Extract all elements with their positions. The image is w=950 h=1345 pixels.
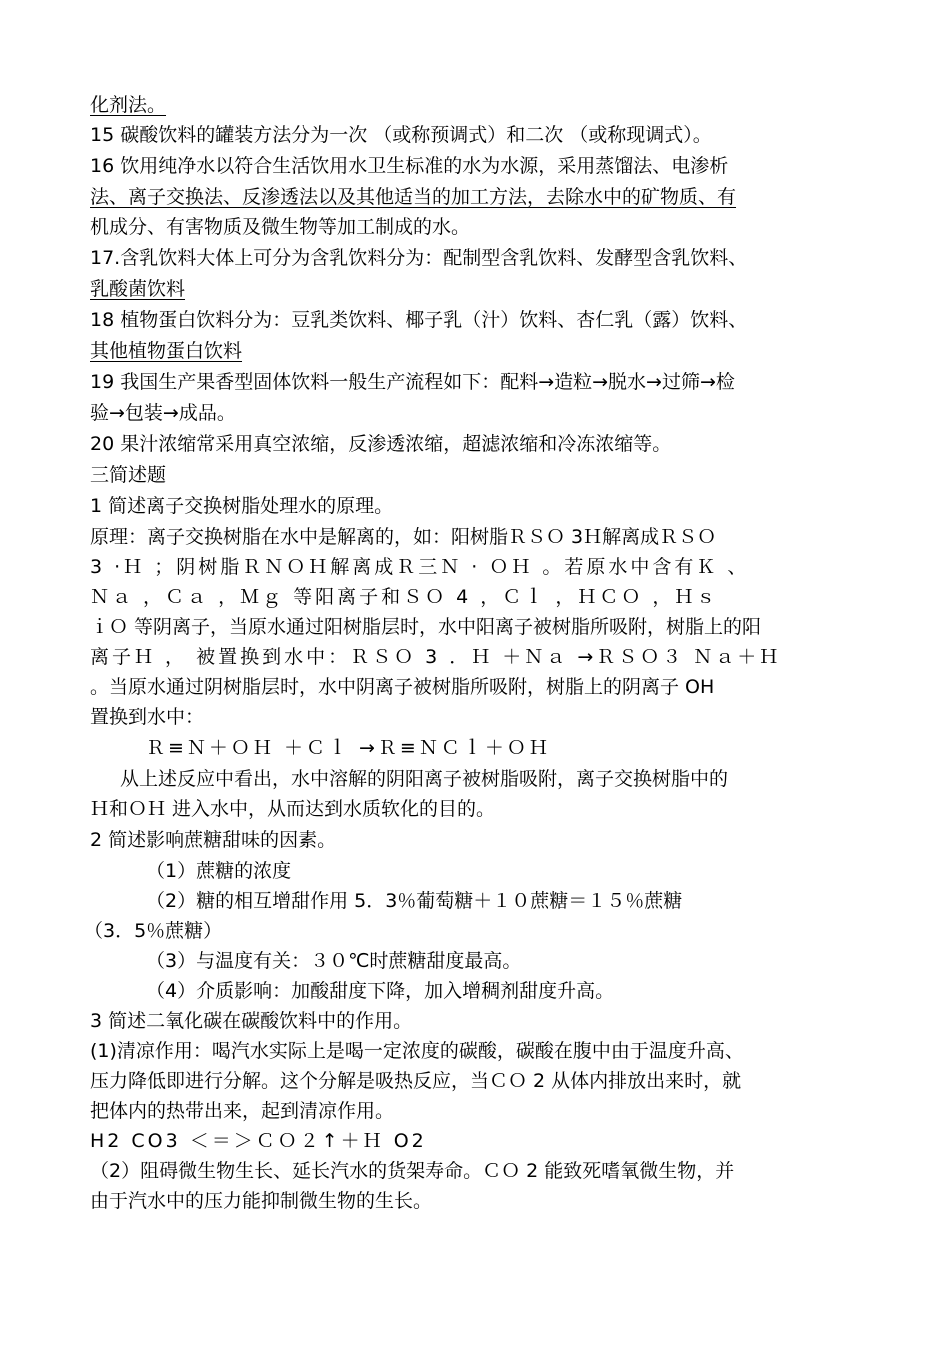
text-line: 压力降低即进行分解。这个分解是吸热反应，当ＣＯ 2 从体内排放出来时，就 xyxy=(90,1070,742,1092)
text-line: 由于汽水中的压力能抑制微生物的生长。 xyxy=(90,1190,433,1212)
formula-line: H2 CO3 ＜＝＞ＣＯ２↑＋Ｈ O2 xyxy=(90,1130,427,1152)
formula-line: Ｒ≡Ｎ＋ＯＨ ＋Ｃｌ →Ｒ≡ＮＣｌ＋ＯＨ xyxy=(146,737,551,759)
text-line: 19 我国生产果香型固体饮料一般生产流程如下：配料→造粒→脱水→过筛→检 xyxy=(90,371,735,393)
text-line: 机成分、有害物质及微生物等加工制成的水。 xyxy=(90,216,471,238)
text-line: 其他植物蛋白饮料 xyxy=(90,340,243,362)
list-item: （3）与温度有关：３０℃时蔗糖甜度最高。 xyxy=(146,950,522,972)
section-heading: 三简述题 xyxy=(90,464,167,486)
text-line: （3．5％蔗糖） xyxy=(84,920,223,942)
list-item: （1）蔗糖的浓度 xyxy=(146,860,292,882)
text-line: 18 植物蛋白饮料分为：豆乳类饮料、椰子乳（汁）饮料、杏仁乳（露）饮料、 xyxy=(90,309,748,331)
text-line: ｉＯ 等阴离子，当原水通过阳树脂层时，水中阳离子被树脂所吸附，树脂上的阳 xyxy=(90,616,762,638)
text-line: 离子Ｈ ， 被置换到水中：ＲＳＯ 3 ．Ｈ ＋Ｎａ →ＲＳＯ３ Ｎａ＋Ｈ xyxy=(90,646,782,668)
list-item: （2）糖的相互增甜作用 5．3％葡萄糖＋１０蔗糖＝１５％蔗糖 xyxy=(146,890,683,912)
text-line: （2）阻碍微生物生长、延长汽水的货架寿命。ＣＯ 2 能致死嗜氧微生物，并 xyxy=(90,1160,735,1182)
text-line: 从上述反应中看出，水中溶解的阴阳离子被树脂吸附，离子交换树脂中的 xyxy=(120,768,729,790)
text-line: 法、离子交换法、反渗透法以及其他适当的加工方法，去除水中的矿物质、有 xyxy=(90,186,737,208)
text-line: 原理：离子交换树脂在水中是解离的，如：阳树脂ＲＳＯ 3Ｈ解离成ＲＳＯ xyxy=(90,526,717,548)
text-line: 20 果汁浓缩常采用真空浓缩，反渗透浓缩，超滤浓缩和冷冻浓缩等。 xyxy=(90,433,672,455)
text-line: 化剂法。 xyxy=(90,94,167,116)
list-item: （4）介质影响：加酸甜度下降，加入增稠剂甜度升高。 xyxy=(146,980,615,1002)
question-title: 3 简述二氧化碳在碳酸饮料中的作用。 xyxy=(90,1010,413,1032)
text-line: Ｎａ ，Ｃａ ，Ｍｇ 等阳离子和ＳＯ 4 ，Ｃｌ ，ＨＣＯ ，Ｈｓ xyxy=(90,586,719,608)
text-line: 17.含乳饮料大体上可分为含乳饮料分为：配制型含乳饮料、发酵型含乳饮料、 xyxy=(90,247,748,269)
text-line: 16 饮用纯净水以符合生活饮用水卫生标准的水为水源，采用蒸馏法、电渗析 xyxy=(90,155,729,177)
text-line: 置换到水中： xyxy=(90,706,205,728)
text-line: 3 ·Ｈ ；阴树脂ＲＮＯＨ解离成Ｒ三Ｎ · ＯＨ 。若原水中含有Ｋ 、 xyxy=(90,556,750,578)
text-line: 15 碳酸饮料的罐装方法分为一次 （或称预调式）和二次 （或称现调式）。 xyxy=(90,124,712,146)
document-page xyxy=(84,90,870,1216)
question-title: 1 简述离子交换树脂处理水的原理。 xyxy=(90,495,394,517)
text-line: Ｈ和ＯＨ 进入水中，从而达到水质软化的目的。 xyxy=(90,798,496,820)
question-title: 2 简述影响蔗糖甜味的因素。 xyxy=(90,829,337,851)
text-line: 把体内的热带出来，起到清凉作用。 xyxy=(90,1100,395,1122)
text-line: 乳酸菌饮料 xyxy=(90,278,186,300)
text-line: 验→包装→成品。 xyxy=(90,402,236,424)
text-line: (1)清凉作用：喝汽水实际上是喝一定浓度的碳酸，碳酸在腹中由于温度升高、 xyxy=(90,1040,744,1062)
text-line: 。当原水通过阴树脂层时，水中阴离子被树脂所吸附，树脂上的阴离子 OH xyxy=(90,676,715,698)
